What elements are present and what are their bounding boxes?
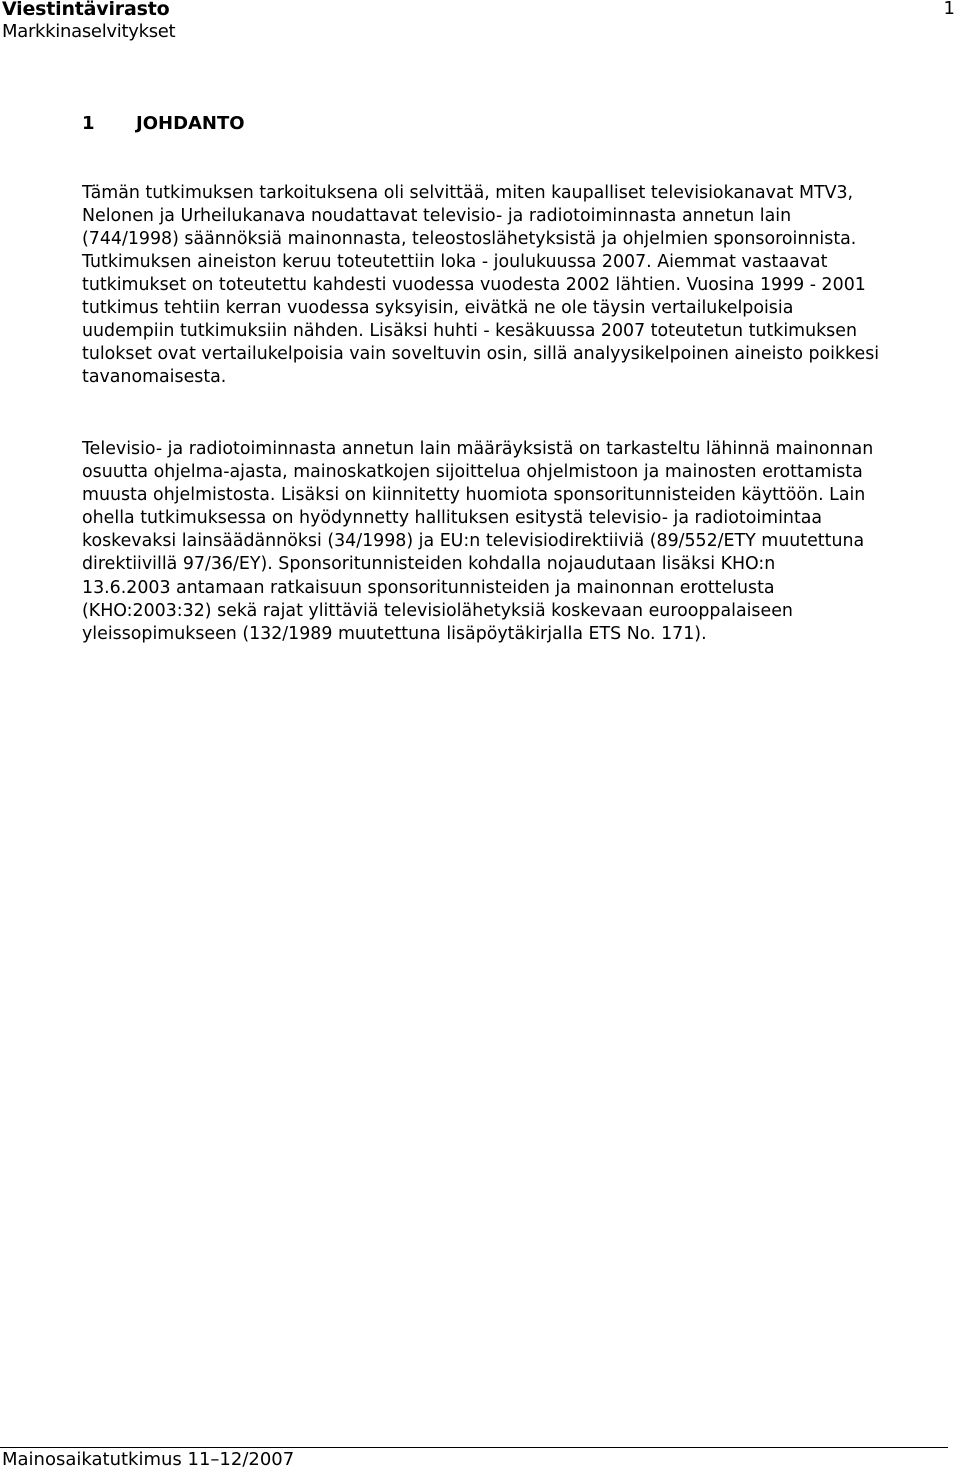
section-number: 1 [82,113,95,134]
text-line: (744/1998) säännöksiä mainonnasta, teleostoslähetyksistä ja ohjelmien sponsoroinnista. [82,229,857,250]
text-line: yleissopimukseen (132/1989 muutettuna lisäpöytäkirjalla ETS No. 171). [82,623,707,644]
text-line: Televisio- ja radiotoiminnasta annetun lain määräyksistä on tarkasteltu lähinnä mainonnan [82,439,874,459]
section-title: JOHDANTO [136,113,245,134]
text-line: Tutkimuksen aineiston keruu toteutettiin loka - joulukuussa 2007. Aiemmat vastaavat [82,252,828,272]
footer-text: Mainosaikatutkimus 11–12/2007 [2,1449,295,1470]
text-line: muusta ohjelmistosta. Lisäksi on kiinnitetty huomiota sponsoritunnisteiden käyttöön. Lain [82,485,866,506]
paragraph-2 [82,251,960,390]
text-line: ohella tutkimuksessa on hyödynnetty hallituksen esitystä televisio- ja radiotoimintaa [82,508,823,529]
paragraph-1 [82,182,960,251]
text-line: uudempiin tutkimuksiin nähden. Lisäksi huhti - kesäkuussa 2007 toteutetun tutkimuksen [82,321,857,342]
text-line: tavanomaisesta. [82,367,227,388]
text-line: tulokset ovat vertailukelpoisia vain soveltuvin osin, sillä analyysikelpoinen aineisto poikkesi [82,344,880,365]
text-line: koskevaksi lainsäädännöksi (34/1998) ja EU:n televisiodirektiiviä (89/552/ETY muutettuna [82,531,865,552]
page-number: 1 [943,0,955,19]
text-line: osuutta ohjelma-ajasta, mainoskatkojen sijoittelua ohjelmistoon ja mainosten erottamista [82,462,863,483]
text-line: (KHO:2003:32) sekä rajat ylittäviä televisiolähetyksiä koskevaan eurooppalaiseen [82,600,793,621]
text-line: tutkimus tehtiin kerran vuodessa syksyisin, eivätkä ne ole täysin vertailukelpoisia [82,298,794,319]
footer-divider [0,1447,948,1448]
text-line: tutkimukset on toteutettu kahdesti vuodessa vuodesta 2002 lähtien. Vuosina 1999 - 2001 [82,275,866,296]
text-line: Nelonen ja Urheilukanava noudattavat televisio- ja radiotoiminnasta annetun lain [82,206,792,227]
text-line: Tämän tutkimuksen tarkoituksena oli selvittää, miten kaupalliset televisiokanavat MTV3, [82,183,854,203]
paragraph-3 [82,438,960,646]
section-heading [82,113,245,134]
text-line: 13.6.2003 antamaan ratkaisuun sponsoritunnisteiden ja mainonnan erottelusta [82,577,775,598]
organization-name: Viestintävirasto [2,0,170,20]
text-line: direktiivillä 97/36/EY). Sponsoritunnisteiden kohdalla nojaudutaan lisäksi KHO:n [82,554,776,575]
department-name: Markkinaselvitykset [2,21,176,42]
